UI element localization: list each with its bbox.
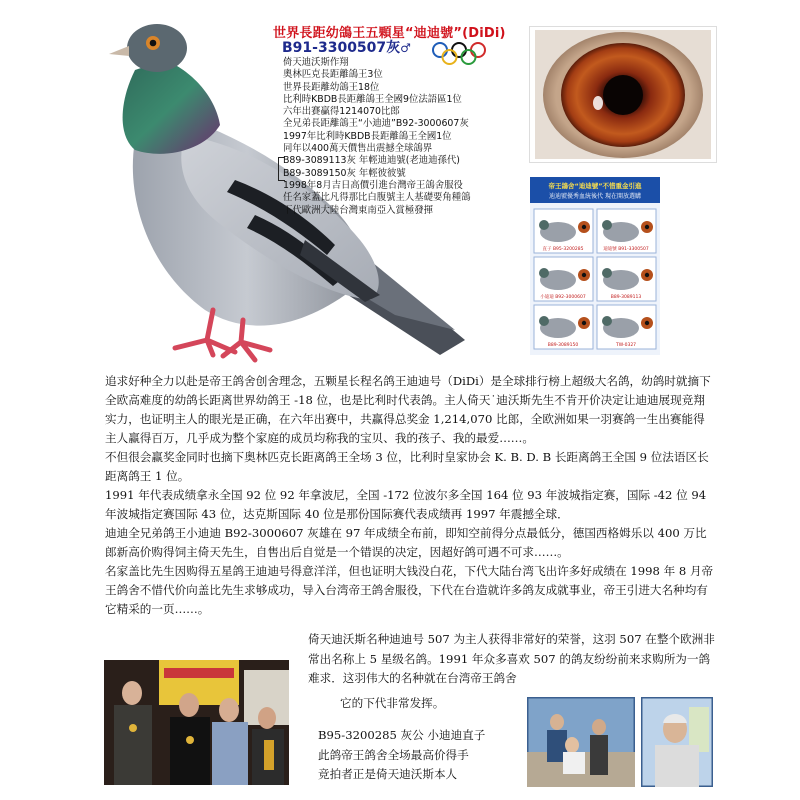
poster-card: [534, 305, 593, 349]
poster-card: [597, 257, 656, 301]
achievement-item: 1998年8月吉日高價引進台灣帝王鴿舍服役: [283, 179, 463, 191]
promo-poster: [530, 177, 660, 355]
achievement-item: 任名家蓋比凡得那比白腹號主人基礎要角種鴿: [283, 192, 471, 204]
article-paragraph-wrap: 倚天迪沃斯名种迪迪号 507 为主人获得非常好的荣誉，这羽 507 在整个欧洲非常出名称上 5 星级名鸽。1991 年众多喜欢 507 的鸽友纷纷前来求购所为一鸽难求．这羽伟大的名种就在台湾帝王鸽舍: [308, 632, 715, 685]
ring-number: [282, 37, 411, 57]
male-symbol-icon: ♂: [400, 41, 411, 55]
poster-card-label: 小迪迪 B92-3000607: [540, 295, 586, 300]
poster-card: [534, 209, 593, 253]
article-paragraph: 迪迪全兄弟鸽王小迪迪 B92-3000607 灰雄在 97 年成绩全布前，即知空前得分点最低分，德国西格姆乐以 400 万比郎新高价购得饲主倚天先生，自售出后自觉是一个错误的决定，因超好鸽可遇不可求……。: [105, 526, 707, 559]
article-paragraph: 不但很会赢奖金同时也摘下奥林匹克长距离鸽王全场 3 位，比利时皇家协会 K. B. D. B 长距离鸽王全国 9 位法语区长距离鸽王 1 位。: [105, 450, 709, 483]
article-paragraph: 1991 年代表成绩拿永全国 92 位 92 年拿波尼，全国 -172 位波尔多全国 164 位 93 年波城指定赛，国际 -42 位 94 年波城指定赛国际 43 位，达克斯国际 40 位是那份国际赛代表成绩再 1997 年震撼全球．: [105, 488, 707, 521]
eye-photo: [530, 27, 716, 162]
poster-card-label: TW-0327: [615, 343, 637, 348]
award-ceremony-photo: [104, 660, 289, 785]
achievement-item: 下代歐洲大陸台灣東南亞入賞極發揮: [283, 204, 434, 216]
visitors-photo: [527, 697, 635, 787]
ring-number-text: B91-3300507灰: [282, 40, 401, 56]
achievement-item: 全兄弟長距離鴿王“小迪迪”B92-3000607灰: [283, 118, 469, 130]
pigeon-eye-image: [530, 27, 716, 162]
achievement-item: 倚天迪沃斯作翔: [283, 57, 349, 68]
poster-card-label: 直子 B95-3200285: [542, 247, 584, 252]
article-body: [105, 372, 715, 619]
achievement-item: 1997年比利時KBDB長距離鴿王全國1位: [283, 130, 452, 142]
poster-card-label: 迪迪號 B91-3300507: [603, 247, 649, 252]
poster-card: [597, 209, 656, 253]
achievement-item: 奧林匹克長距離鴿王3位: [283, 69, 383, 81]
poster-banner-line1: 帝王鴿舍“迪迪號”不惜重金引進: [548, 182, 642, 190]
article-paragraph: 名家盖比先生因购得五星鸽王迪迪号得意洋洋，但也证明大钱没白花，下代大陆台湾飞出许多好成绩在 1998 年 8 月帝王鸽舍不惜代价向盖比先生求够成功，导入台湾帝王鸽舍服役，下代在台造就许多鸽友成就事业，帝王引进大名种均有它精采的一页……。: [105, 564, 714, 616]
caption-line: 此鸽帝王鸽舍全场最高价得手: [318, 747, 469, 762]
offspring-bracket: [278, 157, 285, 181]
achievement-item: 同年以400萬天價售出震撼全球鴿界: [283, 143, 433, 155]
poster-card: [597, 305, 656, 349]
achievement-item: 比利時KBDB長距離鴿王全國9位法語區1位: [283, 93, 462, 105]
promo-poster-graphic: [530, 177, 660, 355]
owner-portrait-photo: [641, 697, 713, 787]
achievements-list: [283, 57, 513, 217]
poster-card-label: B89-3089150: [547, 343, 579, 348]
poster-card: [534, 257, 593, 301]
achievement-item: 六年出賽贏得1214070比郎: [283, 106, 400, 118]
achievement-item: 世界長距離幼鴿王18位: [283, 81, 380, 93]
achievement-item: B89-3089113灰 年輕迪迪號(老迪迪孫代): [283, 155, 460, 167]
article-paragraph-end: 它的下代非常发挥。: [340, 696, 445, 710]
caption-line: B95-3200285 灰公 小迪迪直子: [318, 728, 486, 742]
poster-card-label: B89-3089113: [610, 295, 642, 300]
achievement-item: B89-3089150灰 年輕彼彼號: [283, 167, 406, 179]
caption-line: 竞拍者正是倚天迪沃斯本人: [318, 767, 458, 781]
poster-banner-line2: 迪迪號優秀血統後代 現在開放選購: [549, 193, 641, 200]
article-paragraph: 追求好种全力以赴是帝王鸽舍创舍理念，五颗星长程名鸽王迪迪号（DiDi）是全球排行榜上超级大名鸽，幼鸽时就摘下全欧高难度的幼鸽长距离世界幼鸽王 -18 位，也是比利时代表鸽。主人倚天˙迪沃斯先生不肯开价决定让迪迪展现竞翔实力，也证明主人的眼光是正确，在六年出赛中，共赢得总奖金 1,214,070 比郎，全欧洲如果一羽赛鸽一生出赛能得主人赢得百万，几乎成为整个家庭的成员均称我的宝贝、我的孩子、我的最爱……。: [105, 374, 711, 445]
pigeon-title: 世界長距幼鴿王五顆星“迪迪號”(DiDi): [273, 26, 506, 41]
photo-caption: [318, 726, 518, 785]
